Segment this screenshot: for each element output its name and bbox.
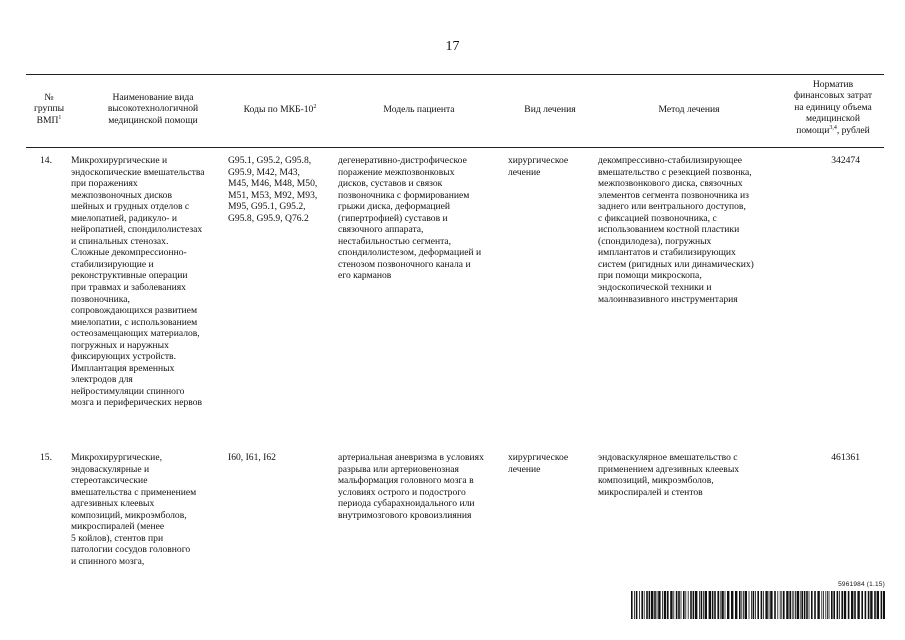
header-icd-codes-text: Коды по МКБ-10 [243,104,314,115]
header-patient-model: Модель пациента [383,104,455,115]
header-treatment-method: Метод лечения [658,104,720,115]
document-barcode [631,581,885,621]
row-14-treatment-method: декомпрессивно-стабилизирующее вмешательство с резекцией позвонка, межпозвонкового диска, связочных элементов сегмента позвоночника из заднего или вентрального доступов, с фиксацией позвоночника, с использованием костной пластики (спондилодеза), погружных имплантатов и стабилизирующих систем (ригидных или динамических) при помощи микроскопа, эндоскопической техники и малоинвазивного инструментария [598,155,754,305]
row-15-number: 15. [40,452,52,463]
row-15-treatment-method: эндоваскулярное вмешательство с применением адгезивных клеевых композиций, микроэмболов, микроспиралей и стентов [598,452,740,498]
header-top-rule [26,74,884,75]
row-14-treatment-type: хирургическое лечение [508,155,569,178]
row-14-number: 14. [40,155,52,166]
row-15-cost-standard: 461361 [831,452,860,463]
header-bottom-rule [26,147,884,148]
row-14-patient-model: дегенеративно-дистрофическое поражение межпозвонковых дисков, суставов и связок позвоночника с формированием грыжи диска, деформацией (гипертрофией) суставов и связочного аппарата, нестабильностью сегмента, спондилолистезом, деформацией и стенозом позвоночного канала и его карманов [338,155,482,282]
row-14-cost-standard: 342474 [831,155,860,166]
barcode-label: 5961984 (1.15) [838,581,885,588]
footnote-2: 2 [313,103,317,110]
footnote-3-4: 3,4 [829,124,837,131]
header-group-number [24,92,74,126]
header-icd-codes [226,104,334,115]
footnote-1: 1 [58,114,62,121]
barcode-bars [631,591,885,619]
header-cost-standard-text: Норматив финансовых затрат на единицу объема медицинской помощи [793,79,873,136]
row-15-patient-model: артериальная аневризма в условиях разрыва или артериовенозная мальформация головного мозга в условиях острого и подострого периода субарахноидального или внутримозгового кровоизлияния [338,452,484,521]
header-cost-standard-tail: , рублей [836,124,870,136]
row-14-icd-codes: G95.1, G95.2, G95.8, G95.9, M42, M43, M45, M46, M48, M50, M51, M53, M92, M93, M95, G95.1, G95.2, G95.8, G95.9, Q76.2 [228,155,318,224]
header-group-number-text: № группы ВМП [33,92,65,126]
header-treatment-type: Вид лечения [524,104,576,115]
row-15-treatment-type: хирургическое лечение [508,452,569,475]
row-14-care-name: Микрохирургические и эндоскопические вмешательства при поражениях межпозвоночных дисков шейных и грудных отделов с миелопатией, радикуло- и нейропатией, спондилолистезах и спинальных стенозах. Сложные декомпрессионно- стабилизирующие и реконструктивные операции при травмах и заболеваниях позвоночника, сопровождающихся развитием миелопатии, с использованием остеозамещающих материалов, погружных и наружных фиксирующих устройств. Имплантация временных электродов для нейростимуляции спинного мозга и периферических нервов [71,155,205,409]
row-15-care-name: Микрохирургические, эндоваскулярные и стереотаксические вмешательства с применением адгезивных клеевых композиций, микроэмболов, микроспиралей (менее 5 койлов), стентов при патологии сосудов головного и спинного мозга, [71,452,197,567]
row-15-icd-codes: I60, I61, I62 [228,452,276,463]
page-number: 17 [445,39,460,54]
header-care-name: Наименование вида высокотехнологичной медицинской помощи [107,92,199,126]
header-cost-standard [780,79,886,136]
